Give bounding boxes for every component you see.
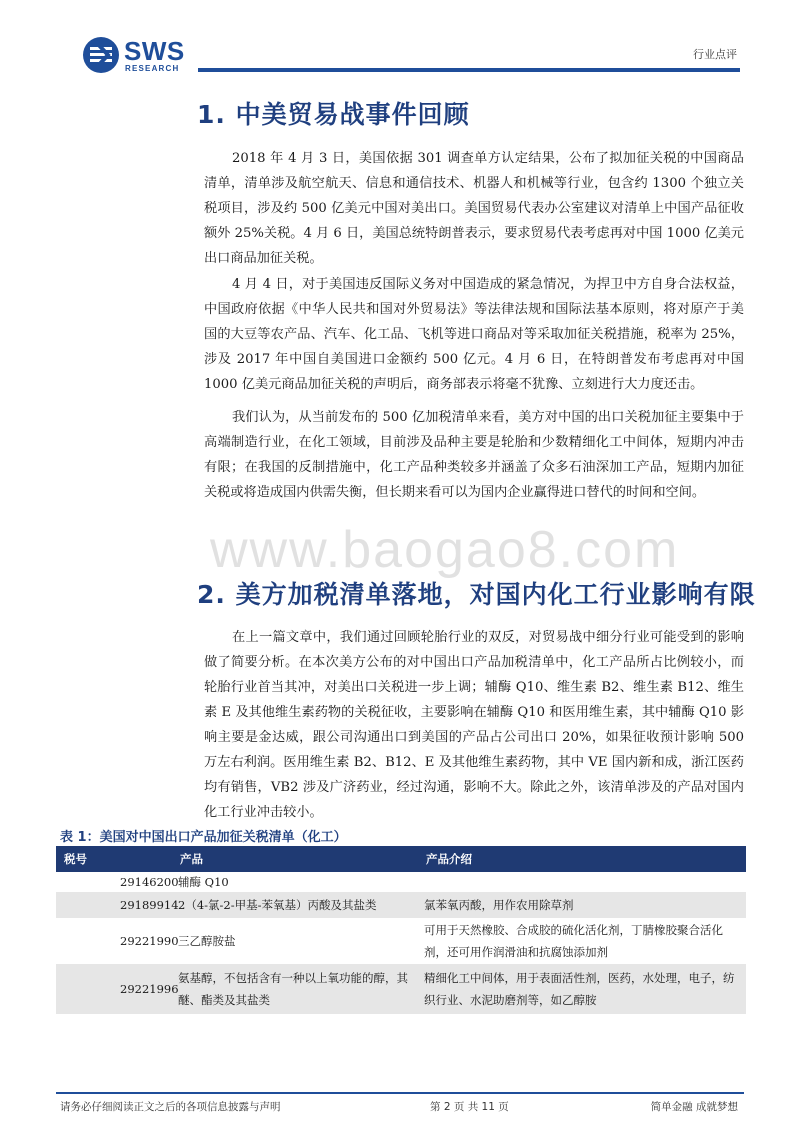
cell-product: 2（4-氯-2-甲基-苯氧基）丙酸及其盐类 <box>178 898 377 912</box>
section-2-paragraph: 在上一篇文章中，我们通过回顾轮胎行业的双反，对贸易战中细分行业可能受到的影响做了简要分析。在本次美方公布的对中国出口产品加税清单中，化工产品所占比例较小，而轮胎行业首当其冲，对美出口关税进一步上调；辅酶 Q10、维生素 B2、维生素 B12、维生素 E 及其他维生素药物的关税征收，主要影响在辅酶 Q10 和医用维生素，其中辅酶 Q10 影响主要是金达威，跟公司沟通出口到美国的产品占公司出口 20%，如果征收预计影响 500 万左右利润。医用维生素 B2、B12、E 及其他维生素药物，其中 VE 国内新和成，浙江医药均有销售，VB2 涉及广济药业，经过沟通，影响不大。除此之外，该清单涉及的产品对国内化工行业冲击较小。 <box>204 630 744 820</box>
page-header <box>0 0 800 80</box>
table-row <box>56 964 746 1014</box>
column-header-code: 税号 <box>64 852 87 866</box>
cell-description: 可用于天然橡胶、合成胶的硫化活化剂，丁腈橡胶聚合活化剂，还可用作润滑油和抗腐蚀添加剂 <box>424 923 723 959</box>
table-row <box>56 872 746 892</box>
cell-description: 精细化工中间体，用于表面活性剂，医药，水处理，电子，纺织行业、水泥助磨剂等，如乙醇胺 <box>424 971 735 1007</box>
section-2-title: 2. 美方加税清单落地，对国内化工行业影响有限 <box>197 580 756 609</box>
footer-slogan: 简单金融 成就梦想 <box>650 1101 738 1113</box>
table-title: 表 1：美国对中国出口产品加征关税清单（化工） <box>60 830 347 845</box>
cell-product: 氨基醇，不包括含有一种以上氧功能的醇，其醚、酯类及其盐类 <box>178 971 408 1007</box>
sws-logo-icon <box>82 36 120 74</box>
cell-code: 29189914 <box>120 898 179 912</box>
section-1-paragraph: 我们认为，从当前发布的 500 亿加税清单来看，美方对中国的出口关税加征主要集中于高端制造行业，在化工领域，目前涉及品种主要是轮胎和少数精细化工中间体，短期内冲击有限；在我国的反制措施中，化工产品种类较多并涵盖了众多石油深加工产品，短期内加征关税或将造成国内供需失衡，但长期来看可以为国内企业赢得进口替代的时间和空间。 <box>204 410 744 500</box>
watermark: www.baogao8.com <box>210 521 680 579</box>
section-1-paragraph: 2018 年 4 月 3 日，美国依据 301 调查单方认定结果，公布了拟加征关税的中国商品清单，清单涉及航空航天、信息和通信技术、机器人和机械等行业，包含约 1300 个独立关税项目，涉及约 500 亿美元中国对美出口。美国贸易代表办公室建议对清单上中国产品征收额外 25%关税。4 月 6 日，美国总统特朗普表示，要求贸易代表考虑再对中国 1000 亿美元出口商品加征关税。 <box>204 151 744 266</box>
page-number: 第 2 页 共 11 页 <box>430 1101 509 1113</box>
table-row <box>56 918 746 964</box>
section-1-paragraph: 4 月 4 日，对于美国违反国际义务对中国造成的紧急情况，为捍卫中方自身合法权益，中国政府依据《中华人民共和国对外贸易法》等法律法规和国际法基本原则，将对原产于美国的大豆等农产品、汽车、化工品、飞机等进口商品对等采取加征关税措施，税率为 25%，涉及 2017 年中国自美国进口金额约 500 亿元。4 月 6 日，在特朗普发布考虑再对中国 1000 亿美元商品加征关税的声明后，商务部表示将毫不犹豫、立刻进行大力度还击。 <box>204 277 744 392</box>
document-type: 行业点评 <box>693 48 737 61</box>
sws-logo <box>82 36 192 76</box>
column-header-product: 产品 <box>180 852 203 866</box>
cell-product: 辅酶 Q10 <box>178 875 229 889</box>
column-header-description: 产品介绍 <box>426 852 472 866</box>
table-header <box>56 846 746 872</box>
cell-product: 三乙醇胺盐 <box>178 934 236 948</box>
section-1-title: 1. 中美贸易战事件回顾 <box>197 100 470 129</box>
header-divider <box>198 68 740 72</box>
footer-divider <box>56 1092 744 1094</box>
table-row <box>56 892 746 918</box>
cell-description: 氯苯氧丙酸，用作农用除草剂 <box>424 898 574 912</box>
logo-subtext: RESEARCH <box>125 64 180 73</box>
cell-code: 29221990 <box>120 934 179 948</box>
footer-disclaimer: 请务必仔细阅读正文之后的各项信息披露与声明 <box>60 1101 281 1113</box>
logo-text: SWS <box>124 36 185 66</box>
cell-code: 29146200 <box>120 875 179 889</box>
cell-code: 29221996 <box>120 982 179 996</box>
